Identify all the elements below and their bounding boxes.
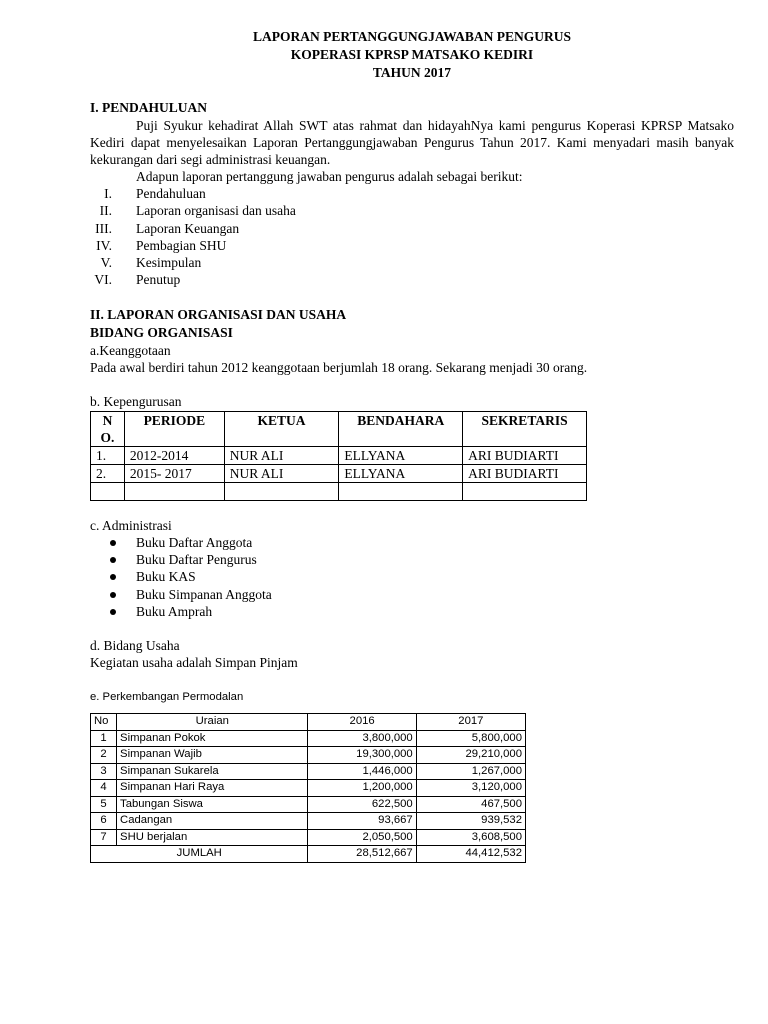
cell <box>339 482 463 500</box>
cell: 19,300,000 <box>308 747 416 764</box>
total-2016: 28,512,667 <box>308 846 416 863</box>
permodalan-table <box>90 713 526 863</box>
col-2016: 2016 <box>308 714 416 731</box>
bullet-icon <box>110 609 116 615</box>
cell: Simpanan Hari Raya <box>117 780 308 797</box>
administrasi-list <box>90 534 734 620</box>
list-item: Buku Amprah <box>90 603 734 620</box>
bidang-organisasi-heading: BIDANG ORGANISASI <box>90 324 233 340</box>
list-item: I. Pendahuluan <box>104 186 206 201</box>
cell: 2 <box>91 747 117 764</box>
bullet-icon <box>110 557 116 563</box>
list-item: V. Kesimpulan <box>100 255 202 271</box>
pendahuluan-paragraph: Puji Syukur kehadirat Allah SWT atas rahmat dan hidayahNya kami pengurus Koperasi KPRSP Matsako Kediri dapat menyelesaikan Laporan Pertanggungjawaban Pengurus Tahun 2017. Kami menyadari masih banyak kekurangan dari segi administrasi keuangan. <box>90 118 734 167</box>
col-bendahara: BENDAHARA <box>339 411 463 446</box>
list-item: Buku Simpanan Anggota <box>90 586 734 603</box>
table-row <box>91 730 526 747</box>
cell: NUR ALI <box>224 464 339 482</box>
table-row <box>91 763 526 780</box>
table-row <box>91 446 587 464</box>
total-label: JUMLAH <box>91 846 308 863</box>
cell: 2,050,500 <box>308 829 416 846</box>
bidang-usaha-text: Kegiatan usaha adalah Simpan Pinjam <box>90 655 298 671</box>
bidang-usaha-label: d. Bidang Usaha <box>90 638 180 654</box>
col-periode: PERIODE <box>124 411 224 446</box>
cell: 3 <box>91 763 117 780</box>
keanggotaan-label: a.Keanggotaan <box>90 342 171 358</box>
total-2017: 44,412,532 <box>416 846 525 863</box>
cell: 29,210,000 <box>416 747 525 764</box>
cell: ELLYANA <box>339 464 463 482</box>
cell: 4 <box>91 780 117 797</box>
table-row <box>91 813 526 830</box>
cell <box>224 482 339 500</box>
cell: Simpanan Sukarela <box>117 763 308 780</box>
list-item: Buku Daftar Pengurus <box>90 551 734 568</box>
cell: 5 <box>91 796 117 813</box>
cell: 622,500 <box>308 796 416 813</box>
report-year: TAHUN 2017 <box>372 65 452 80</box>
report-title: LAPORAN PERTANGGUNGJAWABAN PENGURUS <box>252 29 572 44</box>
col-sekretaris: SEKRETARIS <box>463 411 587 446</box>
cell: 5,800,000 <box>416 730 525 747</box>
outline-list <box>90 185 734 289</box>
bullet-icon <box>110 540 116 546</box>
cell: NUR ALI <box>224 446 339 464</box>
cell: 1,446,000 <box>308 763 416 780</box>
cell: ARI BUDIARTI <box>463 446 587 464</box>
cell: 1,200,000 <box>308 780 416 797</box>
cell <box>463 482 587 500</box>
cell: 3,120,000 <box>416 780 525 797</box>
table-row <box>91 482 587 500</box>
col-no: NO. <box>91 411 125 446</box>
kepengurusan-table <box>90 411 587 501</box>
cell: ARI BUDIARTI <box>463 464 587 482</box>
administrasi-label: c. Administrasi <box>90 517 172 533</box>
total-row <box>91 846 526 863</box>
col-uraian: Uraian <box>117 714 308 731</box>
section-organisasi-heading: II. LAPORAN ORGANISASI DAN USAHA <box>90 306 347 322</box>
table-header-row <box>91 411 587 446</box>
cell: 1,267,000 <box>416 763 525 780</box>
list-item: VI. Penutup <box>94 272 181 288</box>
cell <box>124 482 224 500</box>
keanggotaan-text: Pada awal berdiri tahun 2012 keanggotaan berjumlah 18 orang. Sekarang menjadi 30 orang. <box>90 359 588 375</box>
cell <box>91 482 125 500</box>
cell: Simpanan Wajib <box>117 747 308 764</box>
cell: 1 <box>91 730 117 747</box>
cell: Cadangan <box>117 813 308 830</box>
bullet-icon <box>110 574 116 580</box>
bullet-icon <box>110 592 116 598</box>
cell: Simpanan Pokok <box>117 730 308 747</box>
table-row <box>91 464 587 482</box>
cell: 6 <box>91 813 117 830</box>
col-no: No <box>91 714 117 731</box>
report-header <box>90 28 734 82</box>
cell: 3,800,000 <box>308 730 416 747</box>
cell: 2012-2014 <box>124 446 224 464</box>
list-item: Buku KAS <box>90 568 734 585</box>
cell: 3,608,500 <box>416 829 525 846</box>
table-row <box>91 829 526 846</box>
cell: 7 <box>91 829 117 846</box>
report-organization: KOPERASI KPRSP MATSAKO KEDIRI <box>290 47 534 62</box>
cell: Tabungan Siswa <box>117 796 308 813</box>
list-item: Buku Daftar Anggota <box>90 534 734 551</box>
permodalan-label: e. Perkembangan Permodalan <box>90 691 244 704</box>
cell: 93,667 <box>308 813 416 830</box>
col-2017: 2017 <box>416 714 525 731</box>
table-row <box>91 796 526 813</box>
table-header-row <box>91 714 526 731</box>
col-ketua: KETUA <box>224 411 339 446</box>
document-page <box>90 28 734 863</box>
table-row <box>91 747 526 764</box>
list-item: III. Laporan Keuangan <box>95 220 240 236</box>
section-pendahuluan-heading: I. PENDAHULUAN <box>90 100 208 115</box>
cell: 467,500 <box>416 796 525 813</box>
kepengurusan-label: b. Kepengurusan <box>90 393 182 409</box>
list-item: IV. Pembagian SHU <box>96 237 227 253</box>
cell: 1. <box>91 446 125 464</box>
list-item: II. Laporan organisasi dan usaha <box>99 203 296 219</box>
table-row <box>91 780 526 797</box>
cell: 939,532 <box>416 813 525 830</box>
pendahuluan-intro-list: Adapun laporan pertanggung jawaban pengurus adalah sebagai berikut: <box>136 169 523 184</box>
cell: 2015- 2017 <box>124 464 224 482</box>
cell: 2. <box>91 464 125 482</box>
cell: SHU berjalan <box>117 829 308 846</box>
cell: ELLYANA <box>339 446 463 464</box>
